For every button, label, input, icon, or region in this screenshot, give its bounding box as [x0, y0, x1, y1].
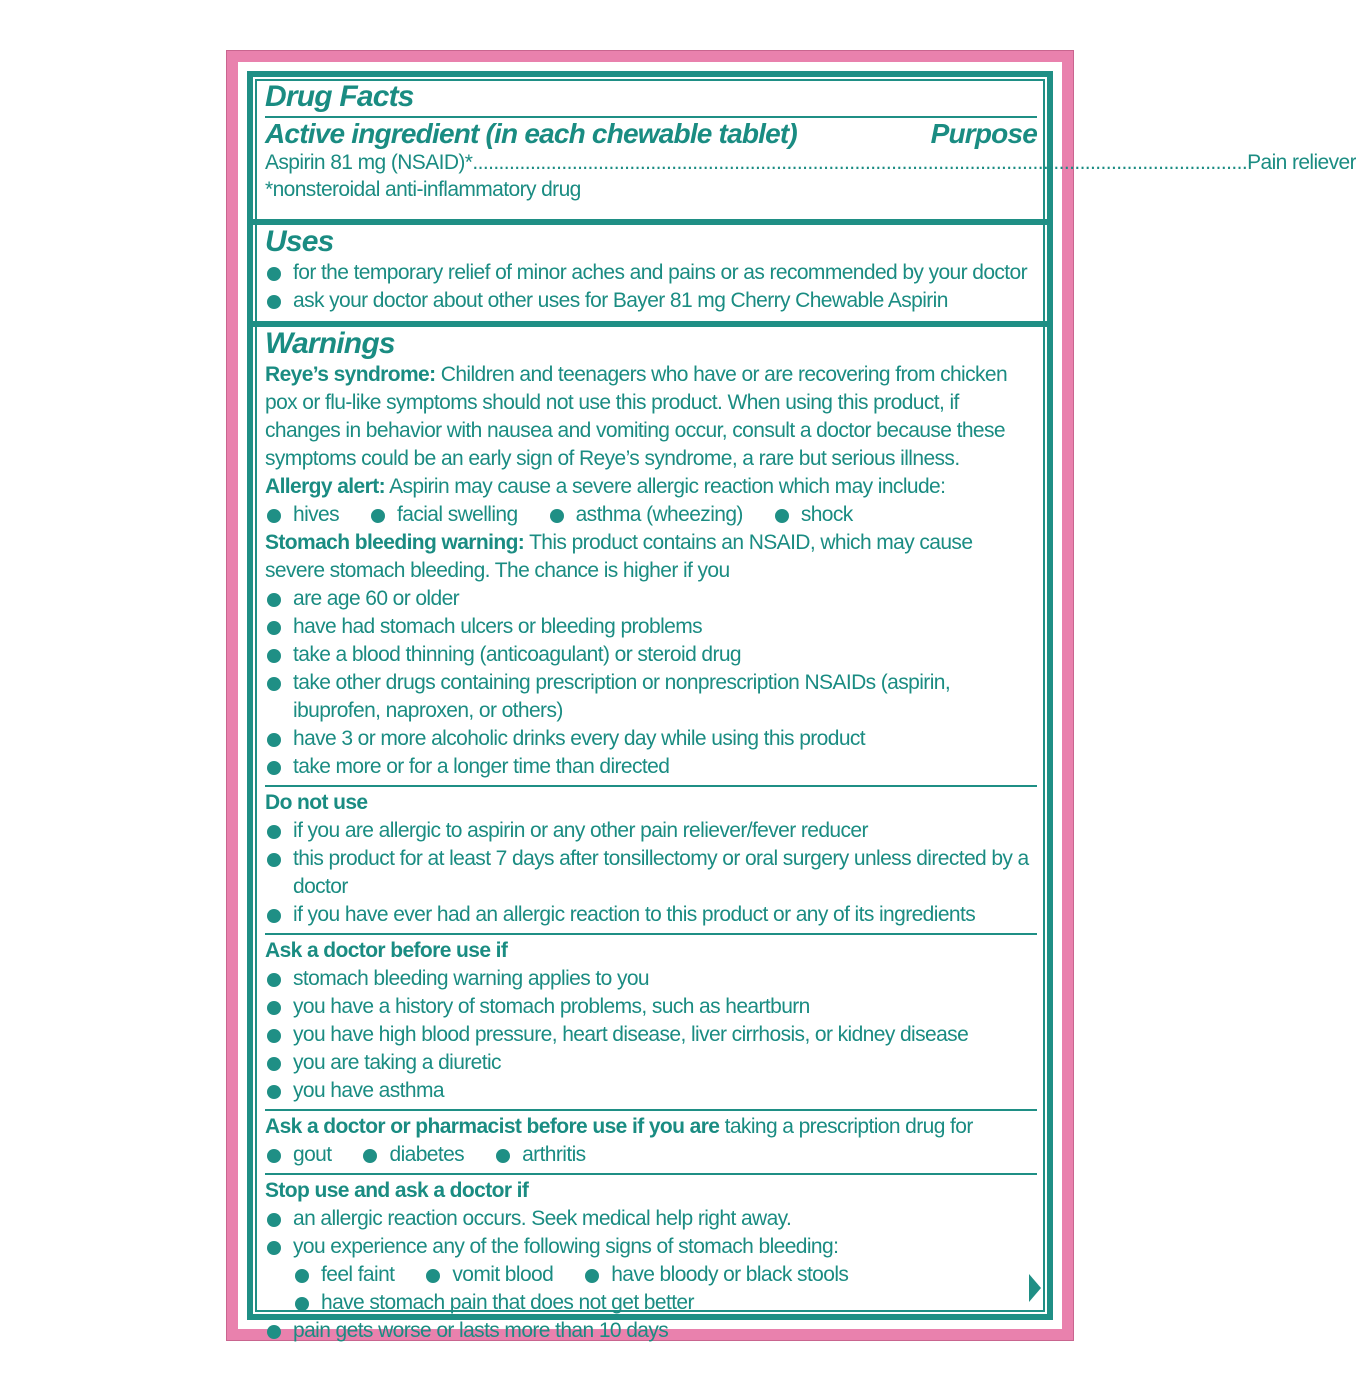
do-not-use-item: this product for at least 7 days after tonsillectomy or oral surgery unless directed by a doctor — [265, 845, 1037, 901]
do-not-use-item: if you have ever had an allergic reaction to this product or any of its ingredients — [265, 901, 1037, 929]
ask-pharmacist-text: taking a prescription drug for — [724, 1115, 973, 1138]
bleeding-signs-row — [265, 1289, 1037, 1317]
subsection-rule — [265, 1173, 1037, 1175]
continue-arrow-icon — [1029, 1274, 1041, 1302]
stomach-item: take other drugs containing prescription or nonprescription NSAIDs (aspirin, ibuprofen, naproxen, or others) — [265, 669, 1037, 725]
uses-item: for the temporary relief of minor aches and pains or as recommended by your doctor — [265, 259, 1037, 287]
active-ingredient-heading: Active ingredient (in each chewable tablet) — [265, 118, 797, 149]
stomach-paragraph — [265, 529, 1037, 557]
bleeding-sign: feel faint — [293, 1261, 394, 1289]
ingredient-footnote: *nonsteroidal anti-inflammatory drug — [265, 178, 581, 201]
stop-use-item: pain gets worse or lasts more than 10 days — [265, 1317, 1037, 1345]
bleeding-signs-row — [265, 1261, 1037, 1289]
ask-doctor-item: you are taking a diuretic — [265, 1049, 1037, 1077]
reyes-label: Reye’s syndrome: — [265, 363, 436, 386]
drug-facts-title: Drug Facts — [265, 80, 414, 113]
package-border — [226, 50, 1356, 1342]
bleeding-sign: have stomach pain that does not get better — [293, 1289, 694, 1317]
allergy-label: Allergy alert: — [265, 475, 385, 498]
ask-doctor-item: you have a history of stomach problems, such as heartburn — [265, 993, 1037, 1021]
bleeding-sign: vomit blood — [424, 1261, 553, 1289]
bleeding-sign: have bloody or black stools — [583, 1261, 848, 1289]
reyes-text: Children and teenagers who have or are recovering from chicken pox or flu-like symptoms should not use this product. When using this product, if changes in behavior with nausea and vomiting occur, consult a doctor because these symptoms could be an early sign of Reye’s syndrome, a rare but serious illness. — [265, 363, 1008, 470]
uses-section — [253, 225, 1047, 315]
warnings-section — [253, 327, 1047, 1345]
allergy-text: Aspirin may cause a severe allergic reaction which may include: — [389, 475, 946, 498]
prescription-items — [265, 1141, 1037, 1169]
prescription-item: gout — [265, 1141, 331, 1169]
ask-pharmacist-paragraph — [265, 1113, 1037, 1141]
stomach-item: take more or for a longer time than directed — [265, 753, 1037, 781]
allergy-item: shock — [773, 501, 853, 529]
stomach-item: are age 60 or older — [265, 585, 1037, 613]
allergy-item: hives — [265, 501, 339, 529]
allergy-items — [265, 501, 1037, 529]
ingredient-purpose: Pain reliever — [1247, 151, 1356, 174]
uses-heading: Uses — [265, 225, 334, 258]
uses-item: ask your doctor about other uses for Bayer 81 mg Cherry Chewable Aspirin — [265, 287, 1037, 315]
allergy-item: asthma (wheezing) — [548, 501, 743, 529]
stomach-item: take a blood thinning (anticoagulant) or steroid drug — [265, 641, 1037, 669]
prescription-item: arthritis — [494, 1141, 585, 1169]
subsection-rule — [265, 785, 1037, 787]
drug-facts-panel — [247, 71, 1356, 1342]
do-not-use-item: if you are allergic to aspirin or any other pain reliever/fever reducer — [265, 817, 1037, 845]
purpose-heading: Purpose — [930, 118, 1037, 149]
warnings-heading: Warnings — [265, 327, 395, 360]
stomach-text-1: This product contains an NSAID, which may cause — [529, 531, 973, 554]
stomach-item: have 3 or more alcoholic drinks every day while using this product — [265, 725, 1037, 753]
white-band — [238, 62, 1356, 1342]
do-not-use-heading: Do not use — [265, 791, 368, 814]
reyes-paragraph — [265, 361, 1037, 473]
stop-use-item: an allergic reaction occurs. Seek medical help right away. — [265, 1205, 1037, 1233]
dot-leader: .................................................................................................................................................... — [472, 151, 1248, 174]
prescription-item: diabetes — [361, 1141, 464, 1169]
stomach-label: Stomach bleeding warning: — [265, 531, 525, 554]
ingredient-row — [265, 150, 1356, 176]
allergy-item: facial swelling — [369, 501, 518, 529]
active-heading-row — [265, 118, 1037, 150]
subsection-rule — [265, 933, 1037, 935]
ask-doctor-item: you have asthma — [265, 1077, 1037, 1105]
ingredient-name: Aspirin 81 mg (NSAID)* — [265, 151, 473, 174]
stop-use-item: you experience any of the following signs of stomach bleeding: — [265, 1233, 1037, 1261]
active-ingredient-section — [253, 80, 1356, 204]
stomach-text-2: severe stomach bleeding. The chance is higher if you — [265, 559, 730, 582]
allergy-paragraph — [265, 473, 1037, 501]
stomach-item: have had stomach ulcers or bleeding problems — [265, 613, 1037, 641]
ask-pharmacist-heading: Ask a doctor or pharmacist before use if you are — [265, 1115, 720, 1138]
ask-doctor-item: you have high blood pressure, heart disease, liver cirrhosis, or kidney disease — [265, 1021, 1037, 1049]
ask-doctor-heading: Ask a doctor before use if — [265, 939, 508, 962]
stop-use-heading: Stop use and ask a doctor if — [265, 1179, 529, 1202]
ask-doctor-item: stomach bleeding warning applies to you — [265, 965, 1037, 993]
subsection-rule — [265, 1109, 1037, 1111]
